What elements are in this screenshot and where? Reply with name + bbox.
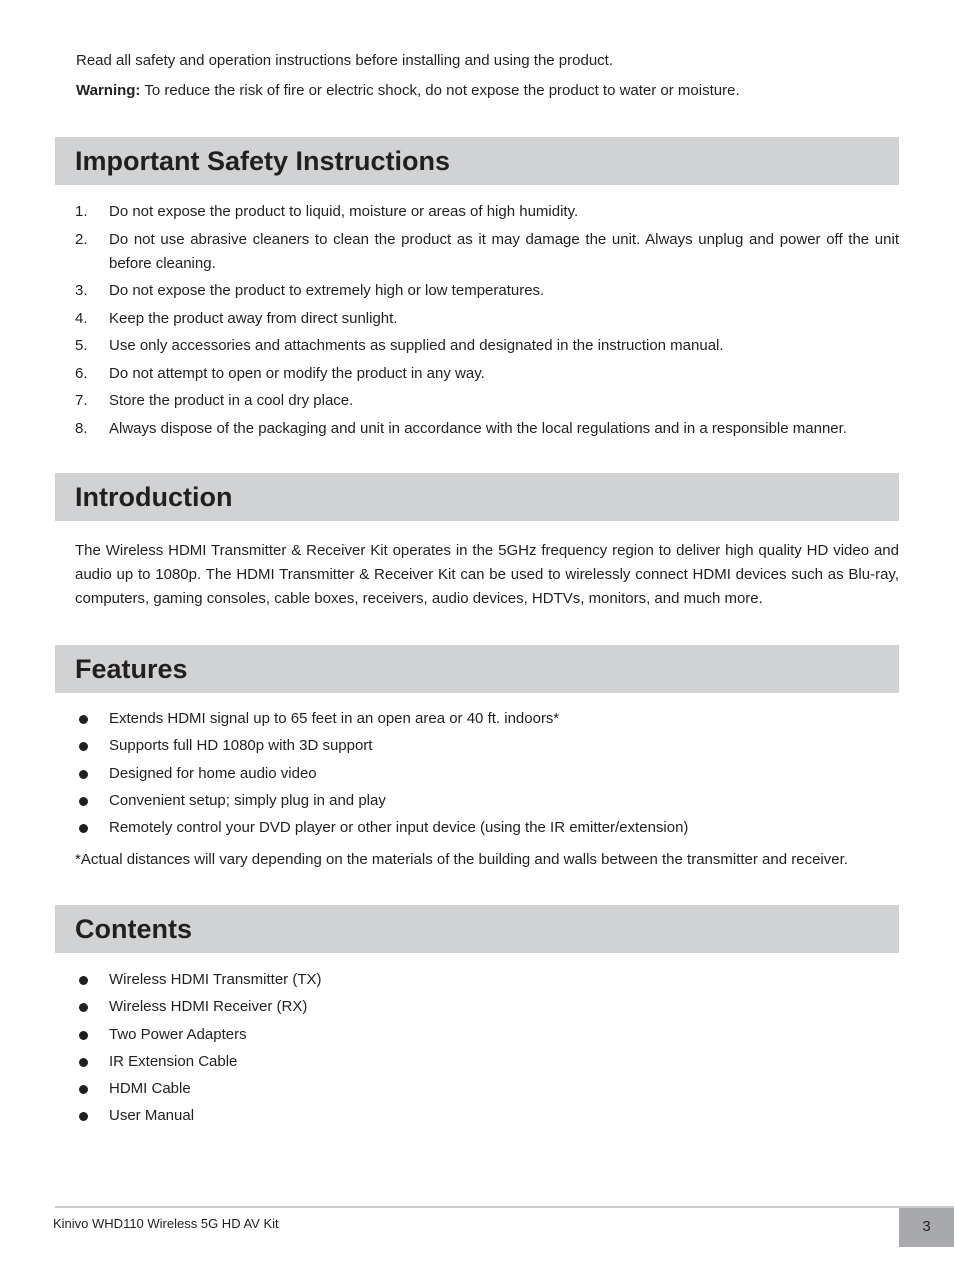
- bullet-icon: [79, 715, 88, 724]
- introduction-paragraph: The Wireless HDMI Transmitter & Receiver Kit operates in the 5GHz frequency region to deliver high quality HD video and audio up to 1080p. The HDMI Transmitter & Receiver Kit can be used to wirelessly connect HDMI devices such as Blu-ray, computers, gaming consoles, cable boxes, receivers, audio devices, HDTVs, monitors, and much more.: [75, 542, 899, 607]
- safety-instructions-list: [75, 200, 899, 444]
- features-footnote: *Actual distances will vary depending on the materials of the building and walls between the transmitter and receiver.: [75, 851, 848, 868]
- item-text: User Manual: [109, 1107, 195, 1125]
- list-item: [75, 200, 899, 224]
- read-instructions-note: Read all safety and operation instructions before installing and using the product.: [76, 52, 614, 69]
- warning-label: Warning:: [76, 82, 141, 99]
- item-text: Do not attempt to open or modify the product in any way.: [109, 364, 485, 382]
- item-text: Two Power Adapters: [109, 1025, 247, 1043]
- list-item: [75, 995, 899, 1019]
- item-number: 6.: [75, 364, 88, 382]
- bullet-icon: [79, 824, 88, 833]
- footer-divider: [55, 1206, 954, 1208]
- contents-list: [75, 968, 899, 1132]
- list-item: [75, 1023, 899, 1047]
- item-number: 5.: [75, 337, 88, 354]
- list-item: [75, 816, 899, 840]
- bullet-icon: [79, 797, 88, 806]
- bullet-icon: [79, 770, 88, 779]
- safety-heading: Important Safety Instructions: [75, 146, 451, 176]
- item-text: Keep the product away from direct sunlight.: [109, 309, 398, 327]
- features-list: [75, 707, 899, 843]
- item-text: Convenient setup; simply plug in and play: [109, 791, 386, 809]
- list-item: [75, 417, 899, 441]
- bullet-icon: [79, 1003, 88, 1012]
- item-number: 2.: [75, 230, 88, 248]
- item-text: Do not expose the product to extremely high or low temperatures.: [109, 282, 545, 299]
- bullet-icon: [79, 1058, 88, 1067]
- item-text: Do not use abrasive cleaners to clean the product as it may damage the unit. Always unplug and power off the unit before cleaning.: [109, 230, 899, 272]
- item-text: Remotely control your DVD player or other input device (using the IR emitter/extension): [109, 819, 689, 837]
- bullet-icon: [79, 742, 88, 751]
- footer-product-name: Kinivo WHD110 Wireless 5G HD AV Kit: [53, 1216, 279, 1231]
- list-item: [75, 707, 899, 731]
- bullet-icon: [79, 1112, 88, 1121]
- list-item: [75, 762, 899, 786]
- list-item: [75, 389, 899, 413]
- bullet-icon: [79, 976, 88, 985]
- warning-text: To reduce the risk of fire or electric shock, do not expose the product to water or moisture.: [140, 82, 740, 99]
- item-text: Extends HDMI signal up to 65 feet in an open area or 40 ft. indoors*: [109, 710, 560, 727]
- list-item: [75, 1050, 899, 1074]
- item-number: 3.: [75, 282, 88, 299]
- item-text: Supports full HD 1080p with 3D support: [109, 737, 373, 755]
- list-item: [75, 968, 899, 992]
- item-text: Always dispose of the packaging and unit in accordance with the local regulations and in a responsible manner.: [109, 419, 847, 437]
- list-item: [75, 279, 899, 303]
- item-number: 7.: [75, 392, 88, 409]
- list-item: [75, 1104, 899, 1128]
- item-text: Wireless HDMI Transmitter (TX): [109, 971, 322, 988]
- item-text: Wireless HDMI Receiver (RX): [109, 998, 308, 1016]
- item-text: HDMI Cable: [109, 1080, 191, 1098]
- features-heading-bar: [55, 645, 899, 693]
- item-text: Designed for home audio video: [109, 764, 317, 782]
- item-text: Use only accessories and attachments as supplied and designated in the instruction manual.: [109, 337, 724, 354]
- bullet-icon: [79, 1031, 88, 1040]
- page-number: 3: [922, 1218, 931, 1235]
- item-text: Do not expose the product to liquid, moisture or areas of high humidity.: [109, 203, 579, 220]
- item-number: 4.: [75, 309, 88, 327]
- bullet-icon: [79, 1085, 88, 1094]
- warning-note: [76, 81, 740, 101]
- list-item: [75, 734, 899, 758]
- list-item: [75, 362, 899, 386]
- features-heading: Features: [75, 654, 188, 684]
- list-item: [75, 1077, 899, 1101]
- item-text: IR Extension Cable: [109, 1052, 238, 1070]
- list-item: [75, 334, 899, 358]
- item-number: 1.: [75, 203, 88, 220]
- introduction-heading-bar: [55, 473, 899, 521]
- list-item: [75, 307, 899, 331]
- list-item: [75, 228, 899, 276]
- introduction-heading: Introduction: [75, 482, 233, 512]
- contents-heading-bar: [55, 905, 899, 953]
- item-text: Store the product in a cool dry place.: [109, 392, 354, 409]
- page-number-box: [899, 1208, 954, 1247]
- list-item: [75, 789, 899, 813]
- contents-heading: Contents: [75, 914, 192, 944]
- safety-heading-bar: [55, 137, 899, 185]
- item-number: 8.: [75, 419, 88, 437]
